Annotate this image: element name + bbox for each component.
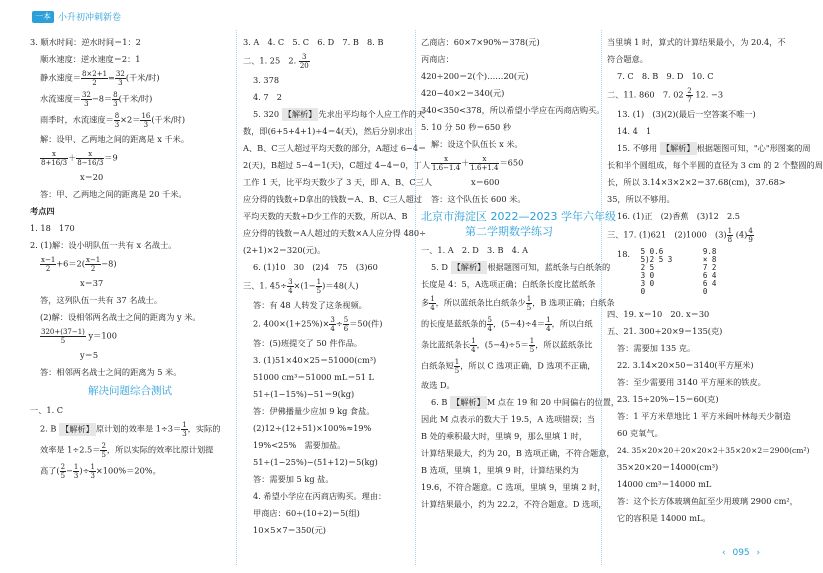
answer-line: 应分得的钱数＝A人超过的天数×A人应分得 480÷	[243, 228, 426, 238]
answer-line: 顺水速度：逆水速度＝2：1	[40, 54, 141, 64]
answer-line: 答：这个队伍长 600 米。	[431, 194, 526, 204]
page-footer	[722, 548, 760, 558]
answer-line: 一、1. C	[30, 405, 64, 415]
answer-line: 5. 10 分 50 秒＝650 秒	[421, 122, 512, 132]
answer-line: 故选 D。	[421, 380, 455, 390]
page-number: 095	[732, 548, 750, 558]
series-logo: 一本	[32, 11, 54, 23]
answer-line: 二、1. 25 2. $\frac{3}{20}$	[243, 53, 309, 70]
answer-line: 长和半个圆组成，每个半圆的直径为 3 cm 的 2 个整圆的周	[607, 160, 823, 170]
answer-line: 答：至少需要用 3140 平方厘米的铁皮。	[617, 377, 766, 387]
prev-page-icon[interactable]: ‹	[722, 548, 726, 558]
answer-line: 24. 35×20×20＋20×20×2＋35×20×2＝2900(cm²)	[617, 446, 810, 455]
answer-line: 计算结果最小，约为 22.2，不符合题意。D 选项，	[421, 499, 607, 509]
answer-line: y＝5	[80, 350, 99, 360]
long-division: 5 0.6 5)2 5 3 2 5 3 0 3 0 0	[640, 247, 673, 296]
answer-line: 7. C 8. B 9. D 10. C	[617, 71, 714, 81]
answer-line: 3. A 4. C 5. C 6. D 7. B 8. B	[243, 37, 384, 47]
answer-line: 420÷200＝2(个)……20(元)	[421, 71, 529, 81]
answer-line: 51000 cm³＝51000 mL＝51 L	[253, 372, 374, 382]
answer-line: 14000 cm³＝14000 mL	[617, 479, 712, 489]
answer-line: 甲商店：60÷(10÷2)＝5(组)	[253, 508, 360, 518]
answer-line: x＝20	[80, 172, 104, 182]
answer-line: 水流速度＝ $\frac{32}{3}$ −8＝ $\frac{8}{3}$ (千米/时)	[40, 91, 153, 108]
answer-line: 13. (1) (3)(2)(最后一空答案不唯一)	[617, 109, 756, 119]
answer-line: 雨季时，水流速度＝ $\frac{8}{3}$ ×2＝ $\frac{16}{3}$ (千米/时)	[40, 112, 186, 129]
answer-line: 工作 1 天，比平均天数少了 3 天，即 A、B、C三人	[243, 177, 433, 187]
equation-line: $\frac{x-1}{2}$ +6＝2( $\frac{x-1}{2}$ −8)	[41, 256, 117, 273]
answer-line: 四、19. x＝10 20. x＝30	[607, 309, 710, 319]
answer-line: 2(天)，B超过 5−4＝1(天)，C超过 4−4＝0，丁人	[243, 160, 430, 170]
answer-line: 19.6，不符合题意。C 选项，里填 9，里填 2 时，	[421, 482, 606, 492]
answer-line: 340<350<378，所以希望小学应在丙商店购买。	[421, 105, 605, 115]
answer-line: 3. 顺水时间：逆水时间＝1：2	[30, 37, 141, 47]
answer-line: B 处的乘积最大时，里填 9，那么里填 1 时，	[421, 431, 588, 441]
answer-line: 5. 320 【解析】 先求出平均每个人应工作的天	[253, 109, 425, 119]
answer-line: 2. 400×(1+25%)× $\frac{3}{4}$ ÷ $\frac{5}{6}$ ＝50(件)	[253, 316, 383, 333]
answer-line: 5. D 【解析】 根据题图可知，蓝纸条与白纸条的	[431, 262, 611, 272]
answer-line: 高了( $\frac{2}{5}$ − $\frac{1}{3}$ )÷ $\frac{1}{3}$ ×100%＝20%。	[40, 463, 161, 480]
equation-line: $\frac{x}{1.6-1.4}$ ＋ $\frac{x}{1.6+1.4}$ ＝650	[432, 155, 524, 172]
next-page-icon[interactable]: ›	[756, 548, 761, 558]
answer-line: 答：有 48 人转发了这条视频。	[253, 300, 367, 310]
answer-line: 6. (1)10 30 (2)4 75 (3)60	[253, 262, 378, 272]
analysis-tag: 【解析】	[283, 109, 317, 119]
equation-line: $\frac{x}{8+16/3}$ ＋ $\frac{x}{8-16/3}$ ＝9	[41, 150, 118, 167]
answer-line: (2+1)×2＝320(元)。	[243, 245, 326, 255]
answer-line: 35，所以不够用。	[607, 194, 675, 204]
answer-column-1	[30, 36, 230, 484]
answer-line: A、B、C三人超过平均天数的部分，A超过 6−4＝	[243, 143, 427, 153]
column-divider	[236, 30, 237, 565]
answer-line: 长度是 4：5，A选项正确；白纸条长度比蓝纸条	[421, 279, 596, 289]
answer-line: 答：(5)班提交了 50 件作品。	[253, 338, 363, 348]
section-title: 解决问题综合测试	[88, 385, 172, 397]
answer-line: 三、17. (1)621 (2)1000 (3) $\frac{1}{8}$ (4) $\frac{4}{9}$	[607, 227, 753, 244]
section-heading: 考点四	[30, 206, 55, 216]
answer-line: 数，即(6+5+4+1)÷4＝4(天)，然后分别求出	[243, 126, 413, 136]
answer-line: 35×20×20＝14000(cm³)	[617, 462, 719, 472]
answer-line: 14. 4 1	[617, 126, 652, 136]
exam-subtitle: 第二学期数学练习	[465, 225, 553, 238]
answer-line: 答：相邻两名战士之间的距离为 5 米。	[40, 367, 182, 377]
answer-line: 19%<25% 需要加盐。	[253, 440, 346, 450]
answer-line: 长，所以 3.14×3×2×2＝37.68(cm)，37.68>	[607, 177, 786, 187]
analysis-tag: 【解析】	[452, 262, 486, 272]
answer-line: 当里填 1 时，算式的计算结果最小，为 20.4，不	[607, 37, 786, 47]
answer-column-2	[243, 36, 433, 541]
answer-line: 乙商店：60×7×90%＝378(元)	[421, 37, 540, 47]
answer-line: 4. 希望小学应在丙商店购买。理由：	[253, 491, 387, 501]
answer-line: 答：伊佛播量少应加 9 kg 食盐。	[253, 406, 375, 416]
answer-line: 平均天数的天数÷D少工作的天数，所以A、B	[243, 211, 408, 221]
answer-line: 10×5×7＝350(元)	[253, 525, 326, 535]
answer-line: 丙商店：	[421, 54, 454, 64]
answer-line: x＝37	[80, 278, 104, 288]
answer-line: 解：设甲、乙两地之间的距离是 x 千米。	[40, 134, 190, 144]
answer-line: 答：这个长方体玻璃鱼缸至少用玻璃 2900 cm²，	[617, 496, 798, 506]
answer-line: 答：需要加 5 kg 盐。	[253, 474, 334, 484]
answer-line: (2)12÷(12+51)×100%≈19%	[253, 423, 372, 433]
answer-line: 的长度是蓝纸条的 $\frac{5}{4}$ ，(5−4)÷4＝ $\frac{1}{4}$ ，所以白纸	[421, 316, 593, 333]
answer-line: 多 $\frac{1}{4}$ ，所以蓝纸条比白纸条少 $\frac{1}{5}$ ，B 选项正确；白纸条	[421, 295, 615, 312]
answer-column-3	[421, 36, 620, 515]
answer-line: 22. 3.14×20×50＝3140(平方厘米)	[617, 360, 754, 370]
answer-line: 符合题意。	[607, 54, 648, 64]
answer-line: 3. 378	[253, 75, 280, 85]
vertical-calculations: 18. 5 0.6 5)2 5 3 2 5 3 0 3 0 0 9.8 × 8 7 2 6 4 6 4 0	[617, 247, 717, 296]
page-header	[0, 0, 800, 30]
answer-line: 51÷(1−15%)−51＝9(kg)	[253, 389, 355, 399]
answer-line: 1. 18 170	[30, 223, 75, 233]
analysis-tag: 【解析】	[61, 423, 94, 434]
answer-line: 2. B 【解析】 原计划的效率是 1÷3＝ $\frac{1}{3}$ ，实际的	[40, 421, 221, 438]
answer-line: 4. 7 2	[253, 92, 283, 102]
answer-line: 答：需要加 135 克。	[617, 343, 696, 353]
answer-line: 条比蓝纸条长 $\frac{1}{4}$ ，(5−4)÷5＝ $\frac{1}{5}$ ，所以蓝纸条比	[421, 337, 593, 354]
answer-line: 16. (1)正 (2)香蕉 (3)12 2.5	[617, 211, 740, 221]
analysis-tag: 【解析】	[661, 143, 695, 153]
multiplication: 9.8 × 8 7 2 6 4 6 4 0	[702, 247, 717, 296]
answer-column-4	[607, 36, 823, 529]
answer-line: 15. 不够用 【解析】 根据题图可知，"心"形图案的周	[617, 143, 811, 153]
answer-line: 三、1. 45÷ $\frac{3}{4}$ ×(1− $\frac{1}{5}$ )＝48(人)	[243, 278, 359, 295]
equation-line: $\frac{320+(37-1)}{5}$ y＝100	[41, 328, 117, 345]
answer-line: x＝600	[471, 177, 500, 187]
answer-line: 3. (1)51×40×25＝51000(cm³)	[253, 355, 377, 365]
answer-line: 因此 M 点表示的数大于 19.5，A 选项错误；当	[421, 414, 595, 424]
answer-line: (2)解：设相邻两名战士之间的距离为 y 米。	[40, 312, 201, 322]
answer-line: 2. (1)解：设小明队伍一共有 x 名战士。	[30, 240, 177, 250]
analysis-tag: 【解析】	[452, 397, 485, 407]
answer-line: B 选项，里填 1，里填 9 时，计算结果约为	[421, 465, 579, 475]
book-title: 小升初冲刺新卷	[58, 13, 122, 23]
answer-line: 静水速度＝ $\frac{8\times 2+1}{2}$ = $\frac{32}{3}$ (千米/时)	[40, 70, 160, 87]
answer-line: 6. B 【解析】 M 点在 19 和 20 中间偏右的位置，	[431, 397, 620, 407]
answer-line: 420−40×2＝340(元)	[421, 88, 505, 98]
answer-line: 应分得的钱数÷D拿出的钱数＝A、B、C三人超过	[243, 194, 422, 204]
answer-line: 计算结果最大，约为 20，B 选项正确，不符合题意，	[421, 448, 615, 458]
answer-line: 答：甲、乙两地之间的距离是 20 千米。	[40, 189, 187, 199]
answer-line: 解：设这个队伍长 x 米。	[431, 139, 523, 149]
answer-line: 五、21. 300÷20×9＝135(克)	[607, 326, 723, 336]
answer-line: 一、1. A 2. D 3. B 4. A	[421, 245, 529, 255]
answer-line: 它的容积是 14000 mL。	[617, 513, 711, 523]
answer-line: 效率是 1÷2.5＝ $\frac{2}{5}$ ，所以实际的效率比原计划提	[40, 442, 214, 459]
answer-line: 23. 15÷20%−15＝60(克)	[617, 394, 719, 404]
answer-line: 答，这列队伍一共有 37 名战士。	[40, 295, 163, 305]
answer-line: 白纸条短 $\frac{1}{5}$ ，所以 C 选项正确，D 选项不正确，	[421, 358, 596, 375]
exam-title: 北京市海淀区 2022—2023 学年六年级	[421, 210, 616, 223]
answer-line: 答：1 平方米草地比 1 平方米阔叶林每天少制造	[617, 411, 791, 421]
answer-line: 60 克氧气。	[617, 428, 663, 438]
answer-line: 51÷(1−25%)−(51+12)＝5(kg)	[253, 457, 378, 467]
answer-line: 二、11. 860 7. 02 $\frac{2}{7}$ 12. −3	[607, 87, 724, 104]
